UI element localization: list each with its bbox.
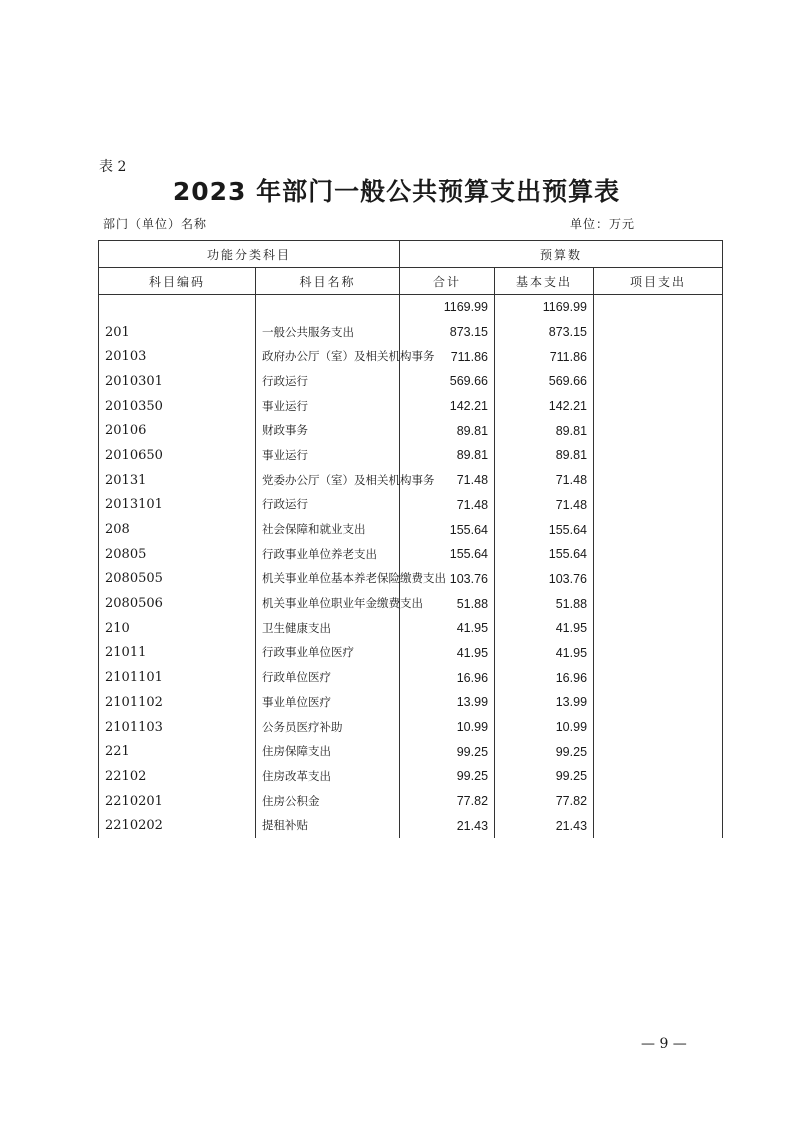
name-cell: 提租补贴 — [256, 813, 400, 838]
basic-cell: 103.76 — [495, 567, 594, 592]
code-cell: 2101102 — [99, 690, 256, 715]
basic-cell: 13.99 — [495, 690, 594, 715]
name-cell: 社会保障和就业支出 — [256, 517, 400, 542]
page-title: 2023 年部门一般公共预算支出预算表 — [172, 177, 621, 206]
project-cell — [594, 665, 723, 690]
table-row — [99, 690, 723, 715]
code-cell: 210 — [99, 616, 256, 641]
total-cell: 71.48 — [400, 468, 495, 493]
page-number: — 9 — — [641, 1036, 687, 1052]
project-cell — [594, 764, 723, 789]
total-cell: 13.99 — [400, 690, 495, 715]
total-cell: 89.81 — [400, 443, 495, 468]
table-row — [99, 616, 723, 641]
name-cell: 行政事业单位医疗 — [256, 641, 400, 666]
total-cell: 99.25 — [400, 764, 495, 789]
budget-table — [98, 240, 723, 838]
project-cell — [594, 394, 723, 419]
name-cell: 事业运行 — [256, 443, 400, 468]
code-cell: 20103 — [99, 344, 256, 369]
code-cell: 20106 — [99, 418, 256, 443]
name-cell: 行政事业单位养老支出 — [256, 542, 400, 567]
department-name-label: 部门（单位）名称 — [103, 217, 208, 231]
total-cell: 89.81 — [400, 418, 495, 443]
basic-cell: 569.66 — [495, 369, 594, 394]
code-cell: 2010350 — [99, 394, 256, 419]
basic-cell: 99.25 — [495, 764, 594, 789]
basic-cell: 155.64 — [495, 542, 594, 567]
name-cell: 财政事务 — [256, 418, 400, 443]
table-label: 表 2 — [99, 159, 127, 175]
name-cell: 行政单位医疗 — [256, 665, 400, 690]
table-row — [99, 493, 723, 518]
table-row — [99, 715, 723, 740]
code-cell: 208 — [99, 517, 256, 542]
code-cell: 2080506 — [99, 591, 256, 616]
header-budget-amount: 预算数 — [400, 241, 723, 268]
project-cell — [594, 690, 723, 715]
code-cell: 21011 — [99, 641, 256, 666]
table-row — [99, 739, 723, 764]
name-cell: 党委办公厅（室）及相关机构事务 — [256, 468, 400, 493]
name-cell: 住房公积金 — [256, 789, 400, 814]
table-row — [99, 764, 723, 789]
project-cell — [594, 591, 723, 616]
project-cell — [594, 715, 723, 740]
name-cell — [256, 295, 400, 320]
table-row — [99, 418, 723, 443]
name-cell: 卫生健康支出 — [256, 616, 400, 641]
table-row — [99, 542, 723, 567]
basic-cell: 10.99 — [495, 715, 594, 740]
table-row — [99, 665, 723, 690]
header-group-row — [99, 241, 723, 268]
table-row — [99, 789, 723, 814]
total-cell: 711.86 — [400, 344, 495, 369]
code-cell: 2080505 — [99, 567, 256, 592]
column-header-code: 科目编码 — [99, 268, 256, 295]
code-cell: 2010650 — [99, 443, 256, 468]
basic-cell: 41.95 — [495, 616, 594, 641]
table-row — [99, 567, 723, 592]
basic-cell: 21.43 — [495, 813, 594, 838]
basic-cell: 16.96 — [495, 665, 594, 690]
total-cell: 71.48 — [400, 493, 495, 518]
basic-cell: 142.21 — [495, 394, 594, 419]
project-cell — [594, 468, 723, 493]
basic-cell: 41.95 — [495, 641, 594, 666]
basic-cell: 51.88 — [495, 591, 594, 616]
column-header-project: 项目支出 — [594, 268, 723, 295]
table-row — [99, 394, 723, 419]
basic-cell: 89.81 — [495, 443, 594, 468]
project-cell — [594, 493, 723, 518]
project-cell — [594, 418, 723, 443]
column-header-name: 科目名称 — [256, 268, 400, 295]
basic-cell: 71.48 — [495, 468, 594, 493]
project-cell — [594, 641, 723, 666]
table-row — [99, 468, 723, 493]
project-cell — [594, 369, 723, 394]
column-header-basic: 基本支出 — [495, 268, 594, 295]
total-cell: 155.64 — [400, 542, 495, 567]
project-cell — [594, 739, 723, 764]
name-cell: 事业运行 — [256, 394, 400, 419]
project-cell — [594, 320, 723, 345]
table-row — [99, 320, 723, 345]
code-cell: 2101101 — [99, 665, 256, 690]
header-column-row — [99, 268, 723, 295]
project-cell — [594, 813, 723, 838]
total-cell: 142.21 — [400, 394, 495, 419]
total-cell: 99.25 — [400, 739, 495, 764]
basic-cell: 99.25 — [495, 739, 594, 764]
total-cell: 569.66 — [400, 369, 495, 394]
project-cell — [594, 542, 723, 567]
total-cell: 51.88 — [400, 591, 495, 616]
table-row — [99, 641, 723, 666]
table-row — [99, 295, 723, 320]
code-cell: 20131 — [99, 468, 256, 493]
code-cell: 2013101 — [99, 493, 256, 518]
name-cell: 事业单位医疗 — [256, 690, 400, 715]
column-header-total: 合计 — [400, 268, 495, 295]
project-cell — [594, 567, 723, 592]
total-cell: 10.99 — [400, 715, 495, 740]
total-cell: 41.95 — [400, 641, 495, 666]
name-cell: 公务员医疗补助 — [256, 715, 400, 740]
total-cell: 873.15 — [400, 320, 495, 345]
basic-cell: 71.48 — [495, 493, 594, 518]
header-functional-classification: 功能分类科目 — [99, 241, 400, 268]
table-body — [99, 295, 723, 839]
table-row — [99, 369, 723, 394]
table-row — [99, 443, 723, 468]
code-cell: 2210201 — [99, 789, 256, 814]
project-cell — [594, 517, 723, 542]
project-cell — [594, 616, 723, 641]
total-cell: 77.82 — [400, 789, 495, 814]
name-cell: 住房改革支出 — [256, 764, 400, 789]
name-cell: 住房保障支出 — [256, 739, 400, 764]
basic-cell: 711.86 — [495, 344, 594, 369]
project-cell — [594, 443, 723, 468]
basic-cell: 89.81 — [495, 418, 594, 443]
total-cell: 16.96 — [400, 665, 495, 690]
code-cell: 2101103 — [99, 715, 256, 740]
total-cell: 21.43 — [400, 813, 495, 838]
name-cell: 一般公共服务支出 — [256, 320, 400, 345]
name-cell: 行政运行 — [256, 493, 400, 518]
code-cell: 2210202 — [99, 813, 256, 838]
code-cell: 201 — [99, 320, 256, 345]
table-row — [99, 344, 723, 369]
code-cell: 20805 — [99, 542, 256, 567]
code-cell: 221 — [99, 739, 256, 764]
code-cell: 22102 — [99, 764, 256, 789]
project-cell — [594, 295, 723, 320]
total-cell: 41.95 — [400, 616, 495, 641]
code-cell: 2010301 — [99, 369, 256, 394]
total-cell: 103.76 — [400, 567, 495, 592]
table-row — [99, 813, 723, 838]
table-row — [99, 517, 723, 542]
name-cell: 机关事业单位基本养老保险缴费支出 — [256, 567, 400, 592]
basic-cell: 155.64 — [495, 517, 594, 542]
project-cell — [594, 789, 723, 814]
name-cell: 机关事业单位职业年金缴费支出 — [256, 591, 400, 616]
code-cell — [99, 295, 256, 320]
total-cell: 1169.99 — [400, 295, 495, 320]
total-cell: 155.64 — [400, 517, 495, 542]
basic-cell: 1169.99 — [495, 295, 594, 320]
name-cell: 政府办公厅（室）及相关机构事务 — [256, 344, 400, 369]
basic-cell: 77.82 — [495, 789, 594, 814]
project-cell — [594, 344, 723, 369]
name-cell: 行政运行 — [256, 369, 400, 394]
basic-cell: 873.15 — [495, 320, 594, 345]
table-row — [99, 591, 723, 616]
unit-label: 单位：万元 — [570, 217, 636, 231]
